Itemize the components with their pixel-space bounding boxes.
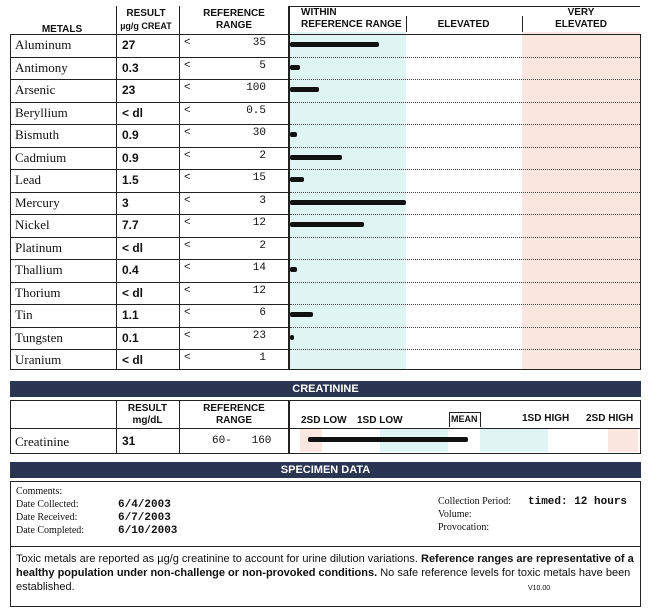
header-reference: REFERENCE bbox=[203, 8, 265, 19]
row-line bbox=[10, 192, 289, 193]
creat-row-line bbox=[10, 428, 289, 429]
header-metals: METALS bbox=[41, 24, 83, 35]
row-dotted-line bbox=[290, 102, 640, 103]
row-dotted-line bbox=[290, 327, 640, 328]
header-very: VERY bbox=[567, 7, 595, 18]
ref-value: 35 bbox=[252, 37, 266, 49]
top-line bbox=[289, 6, 640, 7]
creatinine-ref: 60- 160 bbox=[212, 435, 272, 447]
metal-result: 3 bbox=[122, 195, 129, 210]
footer-text-1: Toxic metals are reported as µg/g creatinine to account for urine dilution variations. bbox=[16, 553, 421, 565]
row-line bbox=[10, 304, 289, 305]
metal-result: 0.1 bbox=[122, 330, 139, 345]
header-within-range: REFERENCE RANGE bbox=[301, 19, 402, 30]
metal-result-bar bbox=[290, 200, 406, 205]
row-dotted-line bbox=[290, 147, 640, 148]
metal-result: 0.4 bbox=[122, 263, 139, 277]
header-divider-2 bbox=[522, 16, 523, 32]
row-line bbox=[10, 259, 289, 260]
metal-result-bar bbox=[290, 335, 294, 340]
row-dotted-line bbox=[290, 79, 640, 80]
col-divider-ref bbox=[179, 6, 180, 370]
ref-value: 14 bbox=[252, 262, 266, 274]
header-result-unit: µg/g CREAT bbox=[120, 21, 172, 31]
metal-result: < dl bbox=[122, 240, 144, 255]
metal-name: Cadmium bbox=[15, 149, 67, 165]
metal-result: < dl bbox=[122, 285, 144, 300]
specimen-divider bbox=[10, 546, 641, 547]
collection-period-value: timed: 12 hours bbox=[528, 496, 628, 508]
ref-sign: < bbox=[184, 194, 191, 207]
row-dotted-line bbox=[290, 259, 640, 260]
row-dotted-line bbox=[290, 124, 640, 125]
ref-value: 3 bbox=[259, 194, 266, 207]
metal-result: 0.9 bbox=[122, 128, 139, 142]
creat-zone-2sd-high bbox=[608, 428, 638, 452]
creat-div-3 bbox=[288, 400, 290, 454]
ref-value: 15 bbox=[252, 172, 266, 184]
date-completed-value: 6/10/2003 bbox=[118, 525, 178, 537]
comments-label: Comments: bbox=[16, 486, 63, 497]
row-line bbox=[10, 282, 289, 283]
metal-name: Platinum bbox=[15, 239, 62, 255]
metal-result: 1.5 bbox=[122, 173, 139, 187]
creat-zone-1sd-high bbox=[480, 428, 548, 452]
specimen-band: SPECIMEN DATA bbox=[10, 462, 641, 478]
row-line bbox=[10, 214, 289, 215]
ref-value: 12 bbox=[252, 217, 266, 229]
metal-name: Thorium bbox=[15, 284, 61, 300]
metal-result: 23 bbox=[122, 83, 136, 97]
ref-value: 12 bbox=[252, 284, 266, 297]
metal-result: < dl bbox=[122, 353, 144, 367]
ref-sign: < bbox=[184, 82, 191, 94]
ref-sign: < bbox=[184, 329, 191, 342]
metal-name: Beryllium bbox=[15, 104, 68, 120]
row-dotted-line bbox=[290, 282, 640, 283]
ref-sign: < bbox=[184, 262, 191, 274]
ref-sign: < bbox=[184, 284, 191, 297]
creat-header-reference: REFERENCE bbox=[203, 403, 265, 414]
header-range: RANGE bbox=[215, 20, 253, 31]
version-label: V10.00 bbox=[528, 585, 551, 592]
ref-sign: < bbox=[184, 217, 191, 229]
row-dotted-line bbox=[290, 169, 640, 170]
metal-name: Mercury bbox=[15, 194, 60, 210]
metal-name: Lead bbox=[15, 172, 41, 187]
metal-result-bar bbox=[290, 312, 313, 317]
ref-sign: < bbox=[184, 59, 191, 72]
col-divider-result bbox=[116, 6, 117, 370]
metal-name: Tin bbox=[15, 307, 33, 322]
header-very-elevated: ELEVATED bbox=[555, 19, 607, 30]
metal-name: Arsenic bbox=[15, 82, 56, 97]
metal-result: 7.7 bbox=[122, 218, 139, 232]
metal-name: Bismuth bbox=[15, 127, 60, 142]
date-completed-label: Date Completed: bbox=[16, 525, 85, 536]
creat-scale-line bbox=[289, 428, 640, 429]
metal-result-bar bbox=[290, 132, 297, 137]
creatinine-result-bar bbox=[308, 437, 468, 442]
creatinine-name: Creatinine bbox=[15, 434, 70, 449]
ref-value: 6 bbox=[259, 307, 266, 319]
metal-result: 27 bbox=[122, 38, 136, 52]
scale-2sd-low: 2SD LOW bbox=[301, 415, 347, 426]
header-within: WITHIN bbox=[301, 7, 337, 18]
metal-result-bar bbox=[290, 42, 379, 47]
ref-sign: < bbox=[184, 239, 191, 252]
creat-header-result: RESULT bbox=[127, 403, 168, 414]
ref-value: 23 bbox=[252, 329, 266, 342]
ref-value: 5 bbox=[259, 59, 266, 72]
ref-sign: < bbox=[184, 127, 191, 139]
creat-header-unit: mg/dL bbox=[132, 415, 163, 426]
row-line bbox=[10, 57, 289, 58]
metal-result: 1.1 bbox=[122, 308, 139, 322]
footer-bold: Reference ranges are representative of a healthy population under non-challenge or non-provoked conditions. bbox=[16, 553, 634, 579]
scale-1sd-high: 1SD HIGH bbox=[522, 413, 570, 424]
metal-result: < dl bbox=[122, 105, 144, 120]
row-line bbox=[10, 327, 289, 328]
date-received-label: Date Received: bbox=[16, 512, 78, 523]
scale-2sd-high: 2SD HIGH bbox=[586, 413, 634, 424]
row-line bbox=[10, 102, 289, 103]
scale-mean: MEAN bbox=[451, 414, 478, 424]
creatinine-result: 31 bbox=[122, 434, 136, 448]
metal-result: 0.9 bbox=[122, 150, 139, 165]
ref-sign: < bbox=[184, 307, 191, 319]
ref-sign: < bbox=[184, 37, 191, 49]
row-dotted-line bbox=[290, 304, 640, 305]
row-line bbox=[10, 79, 289, 80]
metal-name: Aluminum bbox=[15, 37, 72, 52]
row-line bbox=[10, 169, 289, 170]
metal-name: Tungsten bbox=[15, 329, 63, 345]
row-line bbox=[10, 124, 289, 125]
row-dotted-line bbox=[290, 57, 640, 58]
date-received-value: 6/7/2003 bbox=[118, 512, 171, 524]
row-dotted-line bbox=[290, 214, 640, 215]
metal-result-bar bbox=[290, 267, 297, 272]
ref-sign: < bbox=[184, 104, 191, 117]
ref-sign: < bbox=[184, 149, 191, 162]
provocation-label: Provocation: bbox=[438, 522, 490, 533]
metal-result-bar bbox=[290, 177, 304, 182]
header-elevated: ELEVATED bbox=[437, 19, 490, 30]
row-dotted-line bbox=[290, 349, 640, 350]
ref-value: 2 bbox=[259, 239, 266, 252]
header-result: RESULT bbox=[126, 8, 166, 19]
row-line bbox=[10, 147, 289, 148]
date-collected-label: Date Collected: bbox=[16, 499, 79, 510]
creat-header-range: RANGE bbox=[215, 415, 253, 426]
ref-sign: < bbox=[184, 352, 191, 364]
ref-value: 2 bbox=[259, 149, 266, 162]
metal-name: Nickel bbox=[15, 217, 50, 232]
ref-value: 0.5 bbox=[246, 104, 266, 117]
metal-name: Thallium bbox=[15, 262, 63, 277]
footer-text-2: No safe reference levels for toxic metals have been established. bbox=[16, 567, 631, 593]
metal-name: Antimony bbox=[15, 59, 68, 75]
date-collected-value: 6/4/2003 bbox=[118, 499, 171, 511]
metal-result-bar bbox=[290, 87, 319, 92]
metal-result-bar bbox=[290, 155, 342, 160]
creatinine-band: CREATININE bbox=[10, 381, 641, 397]
metal-result-bar bbox=[290, 65, 300, 70]
header-divider-1 bbox=[406, 16, 407, 32]
row-line bbox=[10, 237, 289, 238]
row-dotted-line bbox=[290, 237, 640, 238]
scale-1sd-low: 1SD LOW bbox=[357, 415, 403, 426]
ref-value: 100 bbox=[246, 82, 266, 94]
row-line bbox=[10, 349, 289, 350]
ref-value: 1 bbox=[259, 352, 266, 364]
metal-name: Uranium bbox=[15, 352, 62, 367]
metal-result-bar bbox=[290, 222, 364, 227]
row-dotted-line bbox=[290, 192, 640, 193]
metal-result: 0.3 bbox=[122, 60, 139, 75]
ref-value: 30 bbox=[252, 127, 266, 139]
volume-label: Volume: bbox=[438, 509, 472, 520]
ref-sign: < bbox=[184, 172, 191, 184]
collection-period-label: Collection Period: bbox=[438, 496, 512, 507]
